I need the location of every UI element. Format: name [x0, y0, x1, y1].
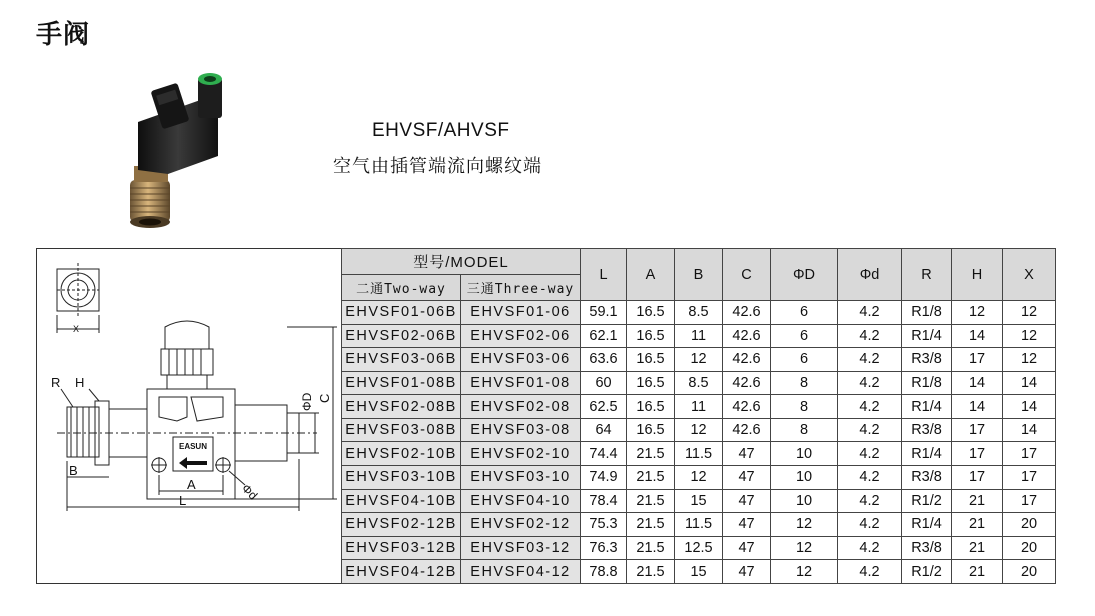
table-cell-three: EHVSF01-06 — [461, 301, 581, 325]
table-cell-x: 17 — [1003, 442, 1056, 466]
table-row — [342, 348, 1056, 372]
table-cell-a: 21.5 — [627, 513, 675, 537]
table-cell-d: 12 — [771, 536, 838, 560]
table-row — [342, 371, 1056, 395]
dim-h-label: H — [75, 375, 85, 390]
col-header-a: A — [627, 249, 675, 301]
table-cell-b: 11 — [675, 324, 723, 348]
table-cell-two: EHVSF03-12B — [342, 536, 461, 560]
table-cell-l: 78.8 — [581, 560, 627, 584]
table-cell-b: 11 — [675, 395, 723, 419]
table-cell-h: 14 — [952, 395, 1003, 419]
technical-drawing — [36, 248, 342, 584]
table-cell-two: EHVSF03-08B — [342, 418, 461, 442]
table-cell-b: 15 — [675, 489, 723, 513]
table-cell-a: 16.5 — [627, 418, 675, 442]
table-cell-d: 4.2 — [838, 536, 902, 560]
table-cell-r: R1/4 — [902, 395, 952, 419]
table-cell-b: 8.5 — [675, 371, 723, 395]
table-cell-d: 12 — [771, 560, 838, 584]
product-image — [120, 70, 240, 235]
two-way-header: 二通Two-way — [342, 275, 461, 301]
model-header: 型号/MODEL — [342, 249, 581, 275]
table-cell-x: 12 — [1003, 301, 1056, 325]
table-cell-h: 17 — [952, 348, 1003, 372]
table-cell-two: EHVSF04-10B — [342, 489, 461, 513]
table-cell-three: EHVSF02-12 — [461, 513, 581, 537]
dim-a-label: A — [187, 477, 196, 492]
col-header-phi-d-upper: ΦD — [771, 249, 838, 301]
table-cell-d: 4.2 — [838, 395, 902, 419]
dim-c-label: C — [317, 393, 332, 403]
table-cell-l: 76.3 — [581, 536, 627, 560]
product-description: 空气由插管端流向螺纹端 — [333, 156, 542, 177]
table-cell-l: 63.6 — [581, 348, 627, 372]
table-cell-three: EHVSF02-10 — [461, 442, 581, 466]
table-cell-c: 42.6 — [723, 301, 771, 325]
table-cell-d: 4.2 — [838, 418, 902, 442]
table-cell-h: 12 — [952, 301, 1003, 325]
col-header-b: B — [675, 249, 723, 301]
table-cell-r: R1/2 — [902, 489, 952, 513]
table-cell-h: 21 — [952, 489, 1003, 513]
table-cell-two: EHVSF03-06B — [342, 348, 461, 372]
table-cell-d: 12 — [771, 513, 838, 537]
table-cell-d: 8 — [771, 371, 838, 395]
table-cell-c: 47 — [723, 466, 771, 490]
table-cell-c: 42.6 — [723, 324, 771, 348]
table-cell-r: R1/4 — [902, 324, 952, 348]
table-cell-three: EHVSF03-08 — [461, 418, 581, 442]
dim-phi-d-lower-label: Φd — [238, 481, 261, 503]
table-row — [342, 466, 1056, 490]
table-cell-a: 21.5 — [627, 489, 675, 513]
table-cell-three: EHVSF01-08 — [461, 371, 581, 395]
table-cell-two: EHVSF01-06B — [342, 301, 461, 325]
table-cell-c: 47 — [723, 560, 771, 584]
table-cell-two: EHVSF04-12B — [342, 560, 461, 584]
table-row — [342, 442, 1056, 466]
table-cell-b: 12 — [675, 466, 723, 490]
table-cell-l: 59.1 — [581, 301, 627, 325]
table-cell-a: 21.5 — [627, 536, 675, 560]
table-cell-a: 16.5 — [627, 371, 675, 395]
table-cell-b: 15 — [675, 560, 723, 584]
table-cell-x: 14 — [1003, 395, 1056, 419]
table-cell-b: 12 — [675, 348, 723, 372]
table-cell-three: EHVSF04-10 — [461, 489, 581, 513]
table-cell-d: 6 — [771, 301, 838, 325]
table-cell-d: 6 — [771, 324, 838, 348]
table-cell-r: R3/8 — [902, 466, 952, 490]
table-cell-a: 16.5 — [627, 301, 675, 325]
page-title: 手阀 — [36, 20, 91, 50]
table-cell-d: 4.2 — [838, 560, 902, 584]
table-cell-l: 74.4 — [581, 442, 627, 466]
table-cell-c: 42.6 — [723, 418, 771, 442]
table-cell-h: 21 — [952, 560, 1003, 584]
spec-table — [341, 248, 1056, 584]
table-cell-c: 47 — [723, 536, 771, 560]
col-header-phi-d-lower: Φd — [838, 249, 902, 301]
table-cell-x: 14 — [1003, 418, 1056, 442]
table-cell-l: 62.1 — [581, 324, 627, 348]
table-row — [342, 489, 1056, 513]
dim-l-label: L — [179, 493, 187, 508]
table-cell-two: EHVSF01-08B — [342, 371, 461, 395]
table-cell-two: EHVSF02-06B — [342, 324, 461, 348]
dim-x-label: X — [73, 324, 80, 334]
table-row — [342, 560, 1056, 584]
col-header-x: X — [1003, 249, 1056, 301]
table-cell-h: 21 — [952, 513, 1003, 537]
table-cell-d: 4.2 — [838, 489, 902, 513]
table-row — [342, 536, 1056, 560]
col-header-r: R — [902, 249, 952, 301]
table-cell-l: 74.9 — [581, 466, 627, 490]
table-cell-a: 16.5 — [627, 348, 675, 372]
three-way-header: 三通Three-way — [461, 275, 581, 301]
product-model-line: EHVSF/AHVSF — [372, 120, 510, 141]
brand-label: EASUN — [178, 442, 208, 451]
table-cell-r: R3/8 — [902, 536, 952, 560]
table-row — [342, 513, 1056, 537]
table-cell-h: 14 — [952, 371, 1003, 395]
table-cell-x: 12 — [1003, 324, 1056, 348]
table-cell-three: EHVSF03-10 — [461, 466, 581, 490]
table-cell-two: EHVSF03-10B — [342, 466, 461, 490]
table-cell-d: 4.2 — [838, 324, 902, 348]
table-cell-r: R3/8 — [902, 348, 952, 372]
table-cell-r: R1/8 — [902, 371, 952, 395]
table-cell-x: 17 — [1003, 489, 1056, 513]
table-cell-h: 17 — [952, 466, 1003, 490]
table-cell-two: EHVSF02-10B — [342, 442, 461, 466]
table-cell-h: 14 — [952, 324, 1003, 348]
table-cell-c: 42.6 — [723, 395, 771, 419]
table-cell-b: 11.5 — [675, 442, 723, 466]
dim-phi-d-upper-label: ΦD — [300, 392, 314, 411]
table-cell-c: 47 — [723, 442, 771, 466]
table-cell-r: R1/4 — [902, 442, 952, 466]
table-cell-d: 4.2 — [838, 371, 902, 395]
table-cell-r: R1/4 — [902, 513, 952, 537]
table-row — [342, 395, 1056, 419]
table-cell-x: 12 — [1003, 348, 1056, 372]
table-cell-h: 17 — [952, 418, 1003, 442]
table-cell-b: 12.5 — [675, 536, 723, 560]
table-cell-x: 20 — [1003, 513, 1056, 537]
table-cell-three: EHVSF02-06 — [461, 324, 581, 348]
table-cell-a: 21.5 — [627, 442, 675, 466]
table-row — [342, 324, 1056, 348]
table-cell-l: 62.5 — [581, 395, 627, 419]
table-cell-c: 42.6 — [723, 348, 771, 372]
table-cell-l: 60 — [581, 371, 627, 395]
table-cell-r: R1/8 — [902, 301, 952, 325]
table-cell-a: 16.5 — [627, 395, 675, 419]
table-cell-a: 21.5 — [627, 560, 675, 584]
table-cell-three: EHVSF03-06 — [461, 348, 581, 372]
table-cell-c: 47 — [723, 513, 771, 537]
table-cell-three: EHVSF02-08 — [461, 395, 581, 419]
table-cell-b: 8.5 — [675, 301, 723, 325]
table-cell-three: EHVSF03-12 — [461, 536, 581, 560]
table-cell-d: 4.2 — [838, 466, 902, 490]
table-cell-l: 64 — [581, 418, 627, 442]
table-row — [342, 301, 1056, 325]
table-row — [342, 418, 1056, 442]
table-cell-d: 4.2 — [838, 348, 902, 372]
table-cell-x: 20 — [1003, 536, 1056, 560]
col-header-l: L — [581, 249, 627, 301]
table-cell-d: 6 — [771, 348, 838, 372]
table-cell-b: 11.5 — [675, 513, 723, 537]
table-cell-d: 8 — [771, 418, 838, 442]
table-cell-x: 14 — [1003, 371, 1056, 395]
table-cell-r: R1/2 — [902, 560, 952, 584]
table-cell-d: 10 — [771, 466, 838, 490]
table-cell-a: 21.5 — [627, 466, 675, 490]
table-cell-d: 8 — [771, 395, 838, 419]
table-cell-x: 20 — [1003, 560, 1056, 584]
table-cell-a: 16.5 — [627, 324, 675, 348]
table-cell-d: 4.2 — [838, 442, 902, 466]
table-cell-x: 17 — [1003, 466, 1056, 490]
table-cell-h: 17 — [952, 442, 1003, 466]
table-cell-d: 10 — [771, 442, 838, 466]
table-cell-h: 21 — [952, 536, 1003, 560]
table-cell-c: 42.6 — [723, 371, 771, 395]
table-cell-b: 12 — [675, 418, 723, 442]
table-cell-two: EHVSF02-12B — [342, 513, 461, 537]
table-cell-d: 4.2 — [838, 301, 902, 325]
table-cell-d: 4.2 — [838, 513, 902, 537]
table-cell-l: 75.3 — [581, 513, 627, 537]
table-cell-two: EHVSF02-08B — [342, 395, 461, 419]
table-cell-d: 10 — [771, 489, 838, 513]
col-header-c: C — [723, 249, 771, 301]
col-header-h: H — [952, 249, 1003, 301]
table-cell-r: R3/8 — [902, 418, 952, 442]
dim-b-label: B — [69, 463, 78, 478]
table-cell-l: 78.4 — [581, 489, 627, 513]
dim-r-label: R — [51, 375, 61, 390]
table-cell-c: 47 — [723, 489, 771, 513]
table-cell-three: EHVSF04-12 — [461, 560, 581, 584]
